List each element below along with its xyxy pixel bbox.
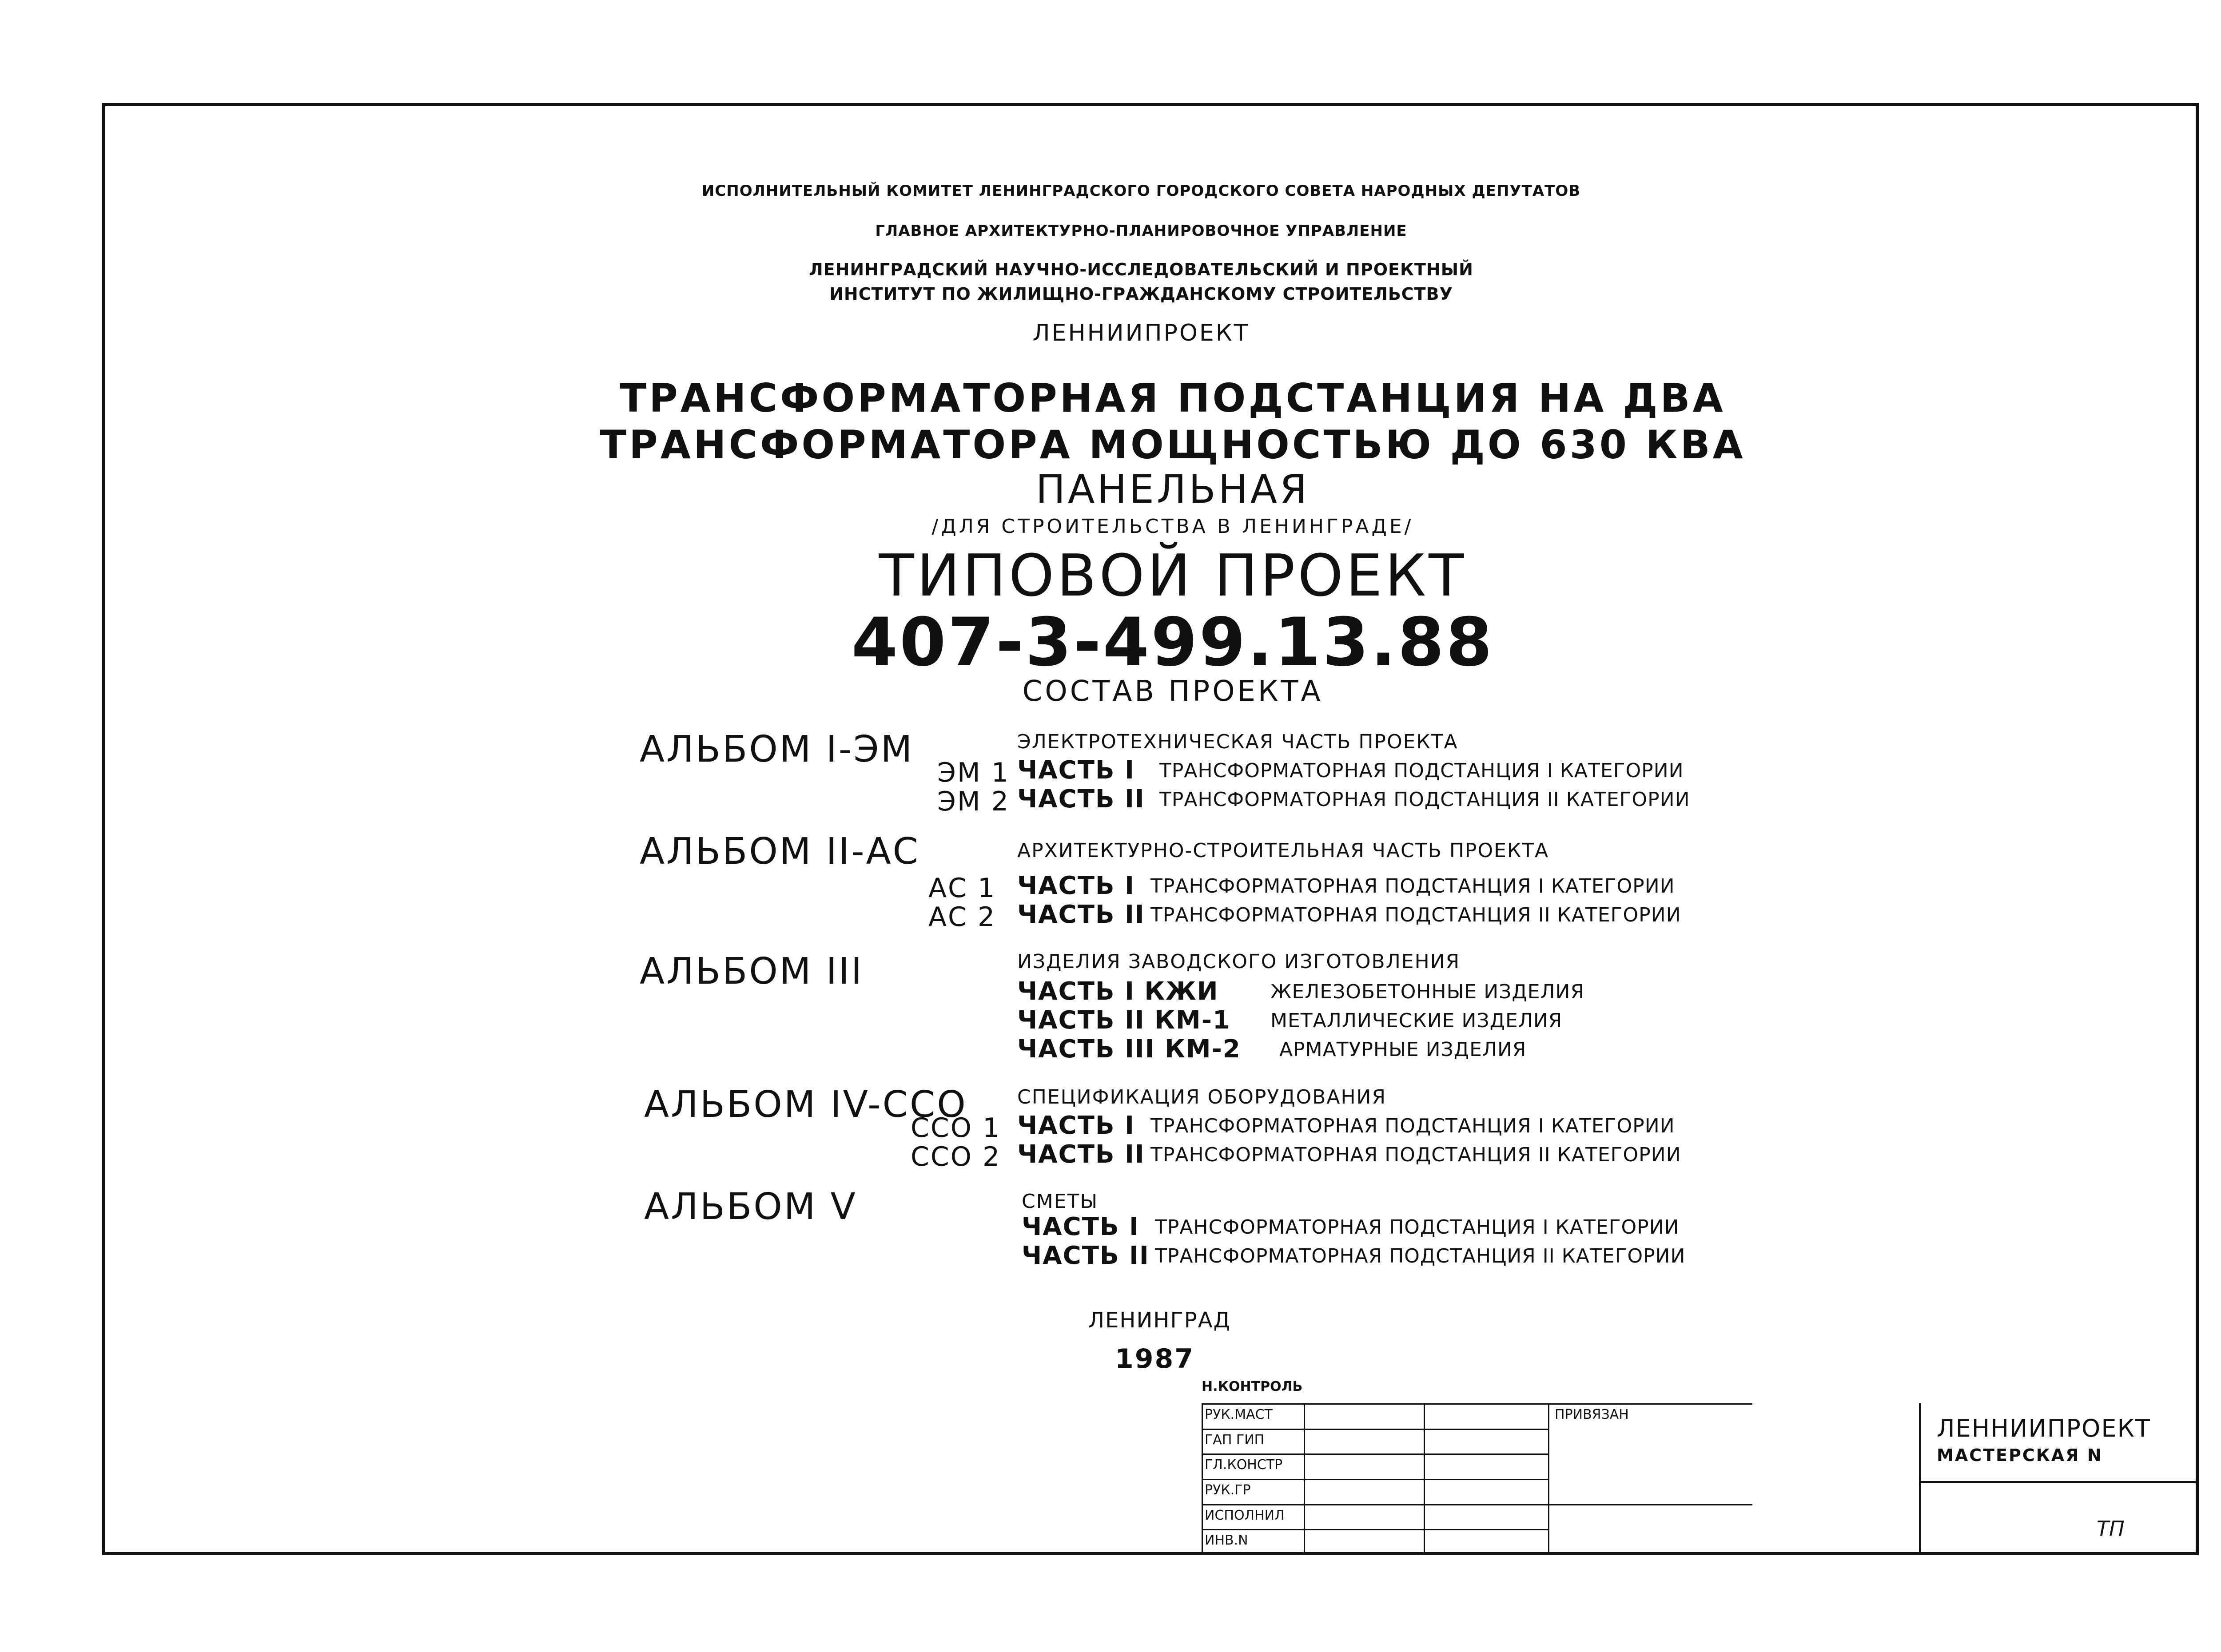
album-4-part-1-desc: ТРАНСФОРМАТОРНАЯ ПОДСТАНЦИЯ I КАТЕГОРИИ [1150, 1115, 1675, 1137]
album-2-part-1: ЧАСТЬ I [1017, 871, 1135, 900]
album-4-part-1: ЧАСТЬ I [1017, 1111, 1135, 1140]
stamp-nkontrol: Н.КОНТРОЛЬ [1202, 1379, 1303, 1394]
album-1-section: ЭЛЕКТРОТЕХНИЧЕСКАЯ ЧАСТЬ ПРОЕКТА [1017, 731, 1458, 753]
stamp-right-divider [1919, 1403, 1921, 1554]
stamp-row-1: РУК.МАСТ [1205, 1407, 1273, 1422]
header-line-2: ГЛАВНОЕ АРХИТЕКТУРНО-ПЛАНИРОВОЧНОЕ УПРАВЛЕНИЕ [875, 222, 1407, 240]
album-3-part-2-desc: МЕТАЛЛИЧЕСКИЕ ИЗДЕЛИЯ [1270, 1009, 1563, 1032]
album-3-part-3-desc: АРМАТУРНЫЕ ИЗДЕЛИЯ [1279, 1038, 1527, 1061]
header-line-4: ИНСТИТУТ ПО ЖИЛИЩНО-ГРАЖДАНСКОМУ СТРОИТЕЛЬСТВУ [829, 284, 1453, 304]
stamp-row-4: РУК.ГР [1205, 1482, 1251, 1498]
album-1-part-2-code: ЭМ 2 [937, 786, 1010, 817]
stamp-workshop: МАСТЕРСКАЯ N [1937, 1446, 2103, 1465]
album-3-part-3: ЧАСТЬ III КМ-2 [1017, 1035, 1241, 1064]
stamp-mark: ТП [2097, 1517, 2125, 1541]
album-1-part-1-code: ЭМ 1 [937, 757, 1010, 788]
stamp-right-hline [1919, 1481, 2199, 1483]
album-2-part-2-code: АС 2 [928, 901, 996, 933]
album-1-part-1-desc: ТРАНСФОРМАТОРНАЯ ПОДСТАНЦИЯ I КАТЕГОРИИ [1159, 759, 1684, 782]
album-1-name: АЛЬБОМ I-ЭМ [640, 728, 914, 770]
album-2-section: АРХИТЕКТУРНО-СТРОИТЕЛЬНАЯ ЧАСТЬ ПРОЕКТА [1017, 839, 1549, 862]
stamp-grid [1202, 1403, 1752, 1554]
title-line-1: ТРАНСФОРМАТОРНАЯ ПОДСТАНЦИЯ НА ДВА [620, 375, 1726, 421]
project-code: 407-3-499.13.88 [851, 604, 1494, 681]
album-3-part-1: ЧАСТЬ I КЖИ [1017, 977, 1219, 1006]
stamp-row-5: ИСПОЛНИЛ [1205, 1508, 1285, 1523]
album-4-section: СПЕЦИФИКАЦИЯ ОБОРУДОВАНИЯ [1017, 1086, 1387, 1108]
album-1-part-2: ЧАСТЬ II [1017, 785, 1145, 814]
album-1-part-2-desc: ТРАНСФОРМАТОРНАЯ ПОДСТАНЦИЯ II КАТЕГОРИИ [1159, 788, 1690, 811]
title-line-3: ПАНЕЛЬНАЯ [1035, 466, 1310, 512]
composition-heading: СОСТАВ ПРОЕКТА [1022, 675, 1323, 708]
album-5-part-1: ЧАСТЬ I [1022, 1212, 1139, 1241]
header-line-1: ИСПОЛНИТЕЛЬНЫЙ КОМИТЕТ ЛЕНИНГРАДСКОГО ГОРОДСКОГО СОВЕТА НАРОДНЫХ ДЕПУТАТОВ [701, 182, 1581, 200]
album-4-part-1-code: ССО 1 [911, 1112, 1001, 1144]
footer-city: ЛЕНИНГРАД [1088, 1308, 1231, 1333]
album-2-part-1-desc: ТРАНСФОРМАТОРНАЯ ПОДСТАНЦИЯ I КАТЕГОРИИ [1150, 875, 1675, 897]
album-4-name: АЛЬБОМ IV-ССО [644, 1084, 967, 1126]
typical-project-title: ТИПОВОЙ ПРОЕКТ [879, 542, 1467, 609]
title-line-4: /ДЛЯ СТРОИТЕЛЬСТВА В ЛЕНИНГРАДЕ/ [931, 515, 1414, 538]
stamp-row-2: ГАП ГИП [1205, 1432, 1265, 1448]
header-org: ЛЕННИИПРОЕКТ [1032, 320, 1250, 346]
album-5-section: СМЕТЫ [1022, 1190, 1099, 1213]
album-3-part-2: ЧАСТЬ II КМ-1 [1017, 1006, 1231, 1035]
stamp-org: ЛЕННИИПРОЕКТ [1937, 1414, 2151, 1442]
album-5-part-1-desc: ТРАНСФОРМАТОРНАЯ ПОДСТАНЦИЯ I КАТЕГОРИИ [1155, 1216, 1680, 1239]
album-5-name: АЛЬБОМ V [644, 1186, 857, 1228]
stamp-row-3: ГЛ.КОНСТР [1205, 1457, 1283, 1473]
album-3-name: АЛЬБОМ III [640, 950, 864, 993]
album-4-part-2: ЧАСТЬ II [1017, 1140, 1145, 1169]
stamp-linked: ПРИВЯЗАН [1555, 1407, 1629, 1422]
album-2-part-1-code: АС 1 [928, 873, 996, 904]
album-3-part-1-desc: ЖЕЛЕЗОБЕТОННЫЕ ИЗДЕЛИЯ [1270, 981, 1585, 1003]
album-4-part-2-code: ССО 2 [911, 1141, 1001, 1172]
title-line-2: ТРАНСФОРМАТОРА МОЩНОСТЬЮ ДО 630 КВА [600, 422, 1746, 468]
stamp-row-6: ИНВ.N [1205, 1533, 1248, 1548]
album-4-part-2-desc: ТРАНСФОРМАТОРНАЯ ПОДСТАНЦИЯ II КАТЕГОРИИ [1150, 1144, 1681, 1166]
header-line-3: ЛЕНИНГРАДСКИЙ НАУЧНО-ИССЛЕДОВАТЕЛЬСКИЙ И ПРОЕКТНЫЙ [809, 260, 1473, 279]
album-2-name: АЛЬБОМ II-АС [640, 830, 920, 873]
album-1-part-1: ЧАСТЬ I [1017, 756, 1135, 785]
album-5-part-2-desc: ТРАНСФОРМАТОРНАЯ ПОДСТАНЦИЯ II КАТЕГОРИИ [1155, 1245, 1686, 1267]
album-5-part-2: ЧАСТЬ II [1022, 1241, 1150, 1270]
album-2-part-2: ЧАСТЬ II [1017, 900, 1145, 929]
album-2-part-2-desc: ТРАНСФОРМАТОРНАЯ ПОДСТАНЦИЯ II КАТЕГОРИИ [1150, 904, 1681, 926]
album-3-section: ИЗДЕЛИЯ ЗАВОДСКОГО ИЗГОТОВЛЕНИЯ [1017, 950, 1461, 973]
footer-year: 1987 [1115, 1343, 1194, 1374]
